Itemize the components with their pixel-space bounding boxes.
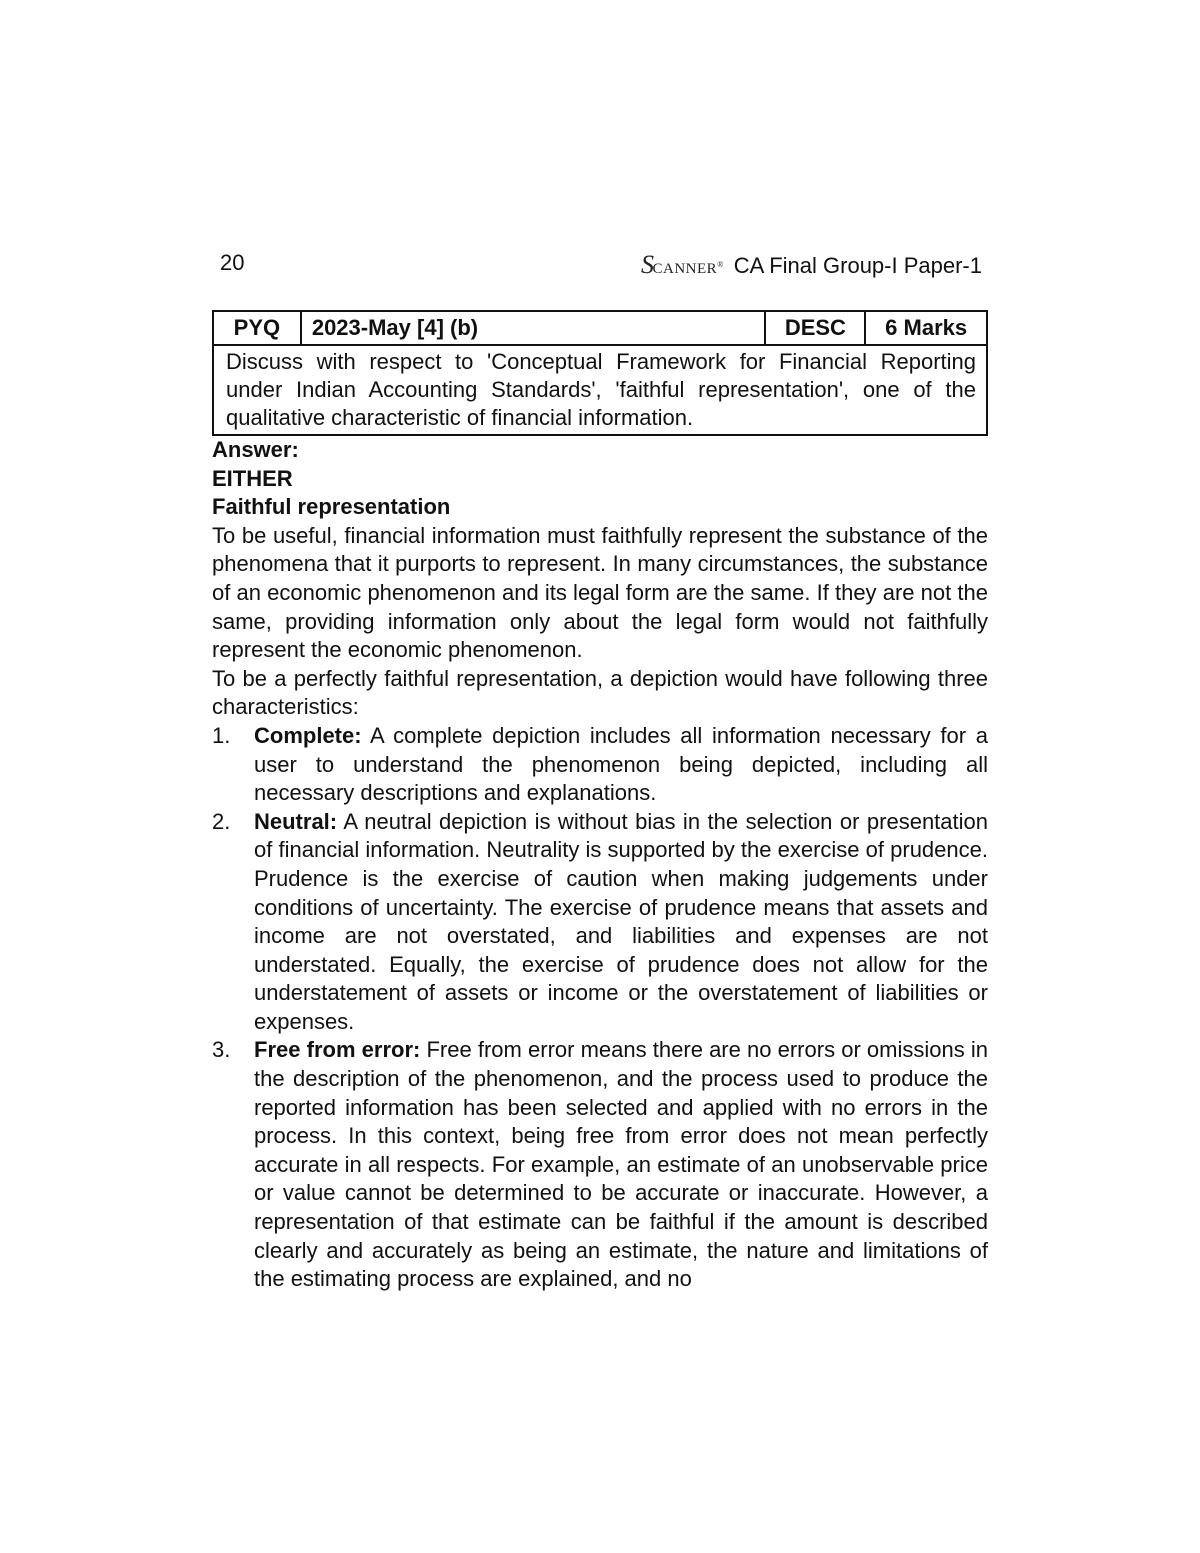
list-item-term: Complete: — [254, 722, 362, 748]
running-head — [641, 250, 982, 280]
question-marks: 6 Marks — [865, 311, 987, 345]
list-item-number: 3. — [212, 1037, 231, 1063]
question-category: DESC — [765, 311, 865, 345]
question-reference: 2023-May [4] (b) — [301, 311, 766, 345]
question-header-row — [213, 311, 987, 345]
list-item-term: Free from error: — [254, 1037, 421, 1063]
page-number: 20 — [220, 250, 245, 275]
running-title: CA Final Group-I Paper-1 — [733, 253, 982, 278]
answer-section — [212, 436, 988, 1294]
question-type: PYQ — [213, 311, 301, 345]
list-item-body — [254, 808, 988, 1037]
paragraph-2: To be a perfectly faithful representation, a depiction would have following three characteristics: — [212, 665, 988, 720]
paragraph-1: To be useful, financial information must faithfully represent the substance of the phenomena that it purports to represent. In many circumstances, the substance of an economic phenomenon and its legal form are the same. If they are not the same, providing information only about the legal form would not faithfully represent the economic phenomenon. — [212, 522, 988, 663]
either-label: EITHER — [212, 465, 293, 491]
list-item — [212, 1036, 988, 1293]
list-item — [212, 722, 988, 808]
list-item-text: A neutral depiction is without bias in the selection or presentation of financial information. Neutrality is supported by the exercise of prudence. Prudence is the exercise of caution when making judgements under conditions of uncertainty. The exercise of prudence means that assets and income are not overstated, and liabilities and expenses are not understated. Equally, the exercise of prudence does not allow for the understatement of assets or income or the overstatement of liabilities or expenses. — [254, 808, 988, 1034]
answer-label: Answer: — [212, 437, 299, 462]
question-table — [212, 310, 988, 436]
list-item-text: A complete depiction includes all information necessary for a user to understand the phenomenon being depicted, including all necessary descriptions and explanations. — [254, 722, 988, 806]
characteristics-list — [212, 722, 988, 1294]
list-item-number: 1. — [212, 722, 231, 748]
scanner-logo: SCANNER® — [641, 250, 724, 279]
list-item-text: Free from error means there are no errors or omissions in the description of the phenomenon, and the process used to produce the reported information has been selected and applied with no errors in the process. In this context, being free from error does not mean perfectly accurate in all respects. For example, an estimate of an unobservable price or value cannot be determined to be accurate or inaccurate. However, a representation of that estimate can be faithful if the amount is described clearly and accurately as being an estimate, the nature and limitations of the estimating process are explained, and no — [254, 1037, 988, 1292]
list-item-number: 2. — [212, 808, 231, 834]
question-text: Discuss with respect to 'Conceptual Framework for Financial Reporting under Indian Accounting Standards', 'faithful representation', one of the qualitative characteristic of financial information. — [213, 345, 987, 435]
list-item-term: Neutral: — [254, 808, 338, 834]
list-item-body — [254, 722, 988, 808]
section-title: Faithful representation — [212, 494, 451, 520]
question-text-row — [213, 345, 987, 435]
list-item — [212, 808, 988, 1037]
list-item-body — [254, 1036, 988, 1293]
